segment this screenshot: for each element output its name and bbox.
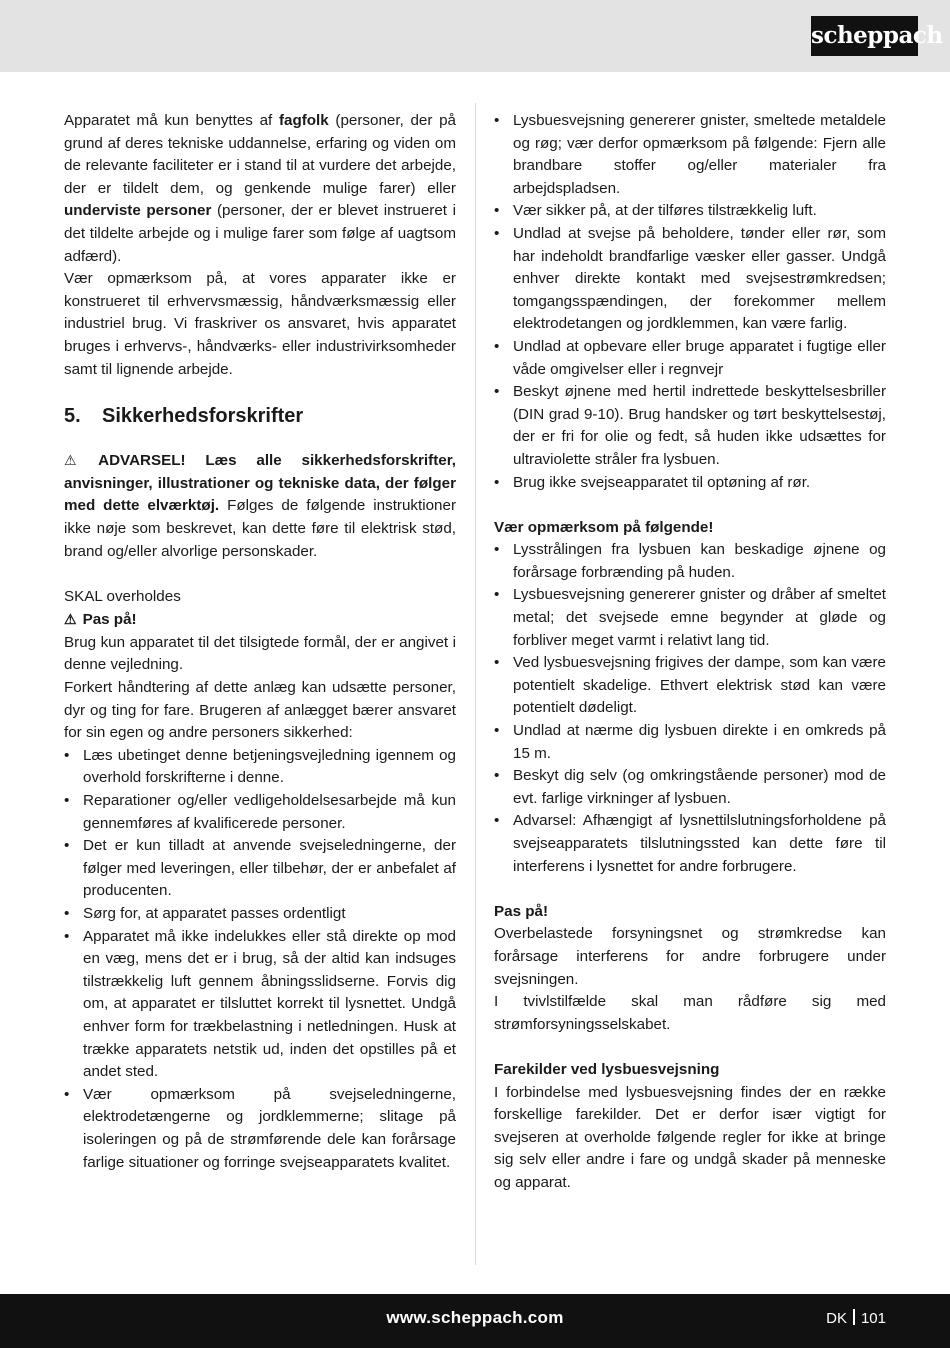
doubt-paragraph: I tvivlstilfælde skal man rådføre sig med strømforsyningsselskabet. bbox=[494, 993, 886, 1033]
hazards-heading: Farekilder ved lysbuesvejsning bbox=[494, 1060, 720, 1078]
page-footer bbox=[0, 1294, 950, 1348]
handling-paragraph: Forkert håndtering af dette anlæg kan udsætte personer, dyr og ting for fare. Brugeren af anlægget bærer ansvaret for sin egen og andre personers sikkerhed: bbox=[64, 679, 456, 742]
skal-overholdes: SKAL overholdes bbox=[64, 587, 181, 605]
caution-label: Pas på! bbox=[494, 902, 549, 920]
list-item: • Undlad at svejse på beholdere, tønder eller rør, som har indeholdt brandfarlige væsker eller gasser. Undgå enhver direkte kontakt med svejsestrømkredsen; tomgangsspændingen, der forekommer mellem elektrodetangen og jordklemmen, kan være farlig. bbox=[494, 223, 886, 336]
page-header bbox=[0, 0, 950, 72]
column-divider bbox=[475, 103, 476, 1265]
warning-paragraph: ⚠ ADVARSEL! Læs alle sikkerhedsforskrifter, anvisninger, illustrationer og tekniske data, der følger med dette elværktøj. Følges de følgende instruktioner ikke nøje som beskrevet, kan dette føre til elektrisk stød, brand og/eller alvorlige personskader. bbox=[64, 452, 457, 560]
list-item: • Vær sikker på, at der tilføres tilstrækkelig luft. bbox=[494, 200, 886, 223]
page-number: 101 bbox=[860, 1310, 886, 1327]
left-column bbox=[64, 110, 456, 1174]
language-code: DK bbox=[826, 1310, 847, 1327]
website-url: www.scheppach.com bbox=[386, 1308, 564, 1327]
list-item: • Reparationer og/eller vedligeholdelsesarbejde må kun gennemføres af kvalificerede personer. bbox=[64, 790, 456, 835]
list-item: • Sørg for, at apparatet passes ordentligt bbox=[64, 903, 456, 926]
attention-list bbox=[494, 539, 886, 878]
usage-paragraph: Brug kun apparatet til det tilsigtede formål, der er angivet i denne vejledning. bbox=[64, 633, 456, 674]
hazards-paragraph: I forbindelse med lysbuesvejsning findes der en række forskellige farekilder. Det er derfor især vigtigt for svejseren at overholde følgende regler for ikke at bringe sig selv eller andre i fare og undgå skader på menneske og apparat. bbox=[494, 1083, 886, 1191]
list-item: • Brug ikke svejseapparatet til optøning af rør. bbox=[494, 472, 886, 495]
page-indicator bbox=[826, 1309, 886, 1327]
list-item: • Undlad at nærme dig lysbuen direkte i en omkreds på 15 m. bbox=[494, 720, 886, 765]
list-item: • Apparatet må ikke indelukkes eller stå direkte op mod en væg, mens det er i brug, så der altid kan indsuges tilstrækkelig luft gennem åbningsslidserne. Forvis dig om, at apparatet er tilsluttet korrekt til lysnettet. Undgå enhver form for trækbelastning i netledningen. Husk at trække apparatets netstik ud, inden det opstilles på et andet sted. bbox=[64, 926, 456, 1084]
list-item: • Beskyt dig selv (og omkringstående personer) mod de evt. farlige virkninger af lysbuen. bbox=[494, 765, 886, 810]
list-item: • Undlad at opbevare eller bruge apparatet i fugtige eller våde omgivelser eller i regnvejr bbox=[494, 336, 886, 381]
list-item: • Det er kun tilladt at anvende svejseledningerne, der følger med leveringen, eller tilbehør, der er anbefalet af producenten. bbox=[64, 835, 456, 903]
caution-label: ⚠ Pas på! bbox=[64, 611, 137, 629]
section-title: Sikkerhedsforskrifter bbox=[102, 405, 304, 428]
liability-paragraph: Vær opmærksom på, at vores apparater ikke er konstrueret til erhvervsmæssig, håndværksmæssig eller industriel brug. Vi fraskriver os ansvaret, hvis apparatet bruges i erhvervs-, håndværks- eller industrivirksomheder samt til lignende arbejde. bbox=[64, 270, 456, 378]
section-number: 5. bbox=[64, 405, 81, 428]
list-item: • Lysstrålingen fra lysbuen kan beskadige øjnene og forårsage forbrænding på huden. bbox=[494, 539, 886, 584]
list-item: • Lysbuesvejsning genererer gnister, smeltede metaldele og røg; vær derfor opmærksom på følgende: Fjern alle brandbare stoffer og/eller materialer fra arbejdspladsen. bbox=[494, 110, 886, 200]
section-heading bbox=[64, 403, 456, 429]
list-item: • Lysbuesvejsning genererer gnister og dråber af smeltet metal; det svejsede emne begynder at gløde og forbliver meget varmt i relativt lang tid. bbox=[494, 584, 886, 652]
welding-safety-list bbox=[494, 110, 886, 494]
intro-paragraph: Apparatet må kun benyttes af fagfolk (personer, der på grund af deres tekniske uddannelse, erfaring og viden om de relevante faciliteter er i stand til at vurdere det arbejde, der er tildelt dem, og genkende mulige farer) eller underviste personer (personer, der er blevet instrueret i det tildelte arbejde og i mulige farer som følge af uagtsom adfærd). bbox=[64, 112, 456, 265]
right-column bbox=[494, 110, 886, 1195]
brand-logo: scheppach bbox=[811, 16, 918, 56]
list-item: • Beskyt øjnene med hertil indrettede beskyttelsesbriller (DIN grad 9-10). Brug handsker og tørt beskyttelsestøj, der er fri for olie og fedt, så huden ikke udsættes for ultraviolette stråler fra lysbuen. bbox=[494, 381, 886, 471]
list-item: • Ved lysbuesvejsning frigives der dampe, som kan være potentielt skadelige. Ethvert elektrisk stød kan være potentielt dødeligt. bbox=[494, 652, 886, 720]
warning-triangle-icon: ⚠ bbox=[64, 611, 77, 628]
overload-paragraph: Overbelastede forsyningsnet og strømkredse kan forårsage interferens for andre forbrugere under svejsningen. bbox=[494, 925, 886, 988]
list-item: • Vær opmærksom på svejseledningerne, elektrodetængerne og jordklemmerne; slitage på isoleringen og på de strømførende dele kan forårsage farlige situationer og forringe svejseapparatets kvalitet. bbox=[64, 1084, 456, 1174]
list-item: • Læs ubetinget denne betjeningsvejledning igennem og overhold forskrifterne i denne. bbox=[64, 745, 456, 790]
safety-list bbox=[64, 745, 456, 1174]
list-item: • Advarsel: Afhængigt af lysnettilslutningsforholdene på svejseapparatets tilslutningssted kan dette føre til interferens i lysnettet for andre forbrugere. bbox=[494, 810, 886, 878]
warning-triangle-icon: ⚠ bbox=[64, 452, 93, 469]
attention-heading: Vær opmærksom på følgende! bbox=[494, 518, 714, 536]
